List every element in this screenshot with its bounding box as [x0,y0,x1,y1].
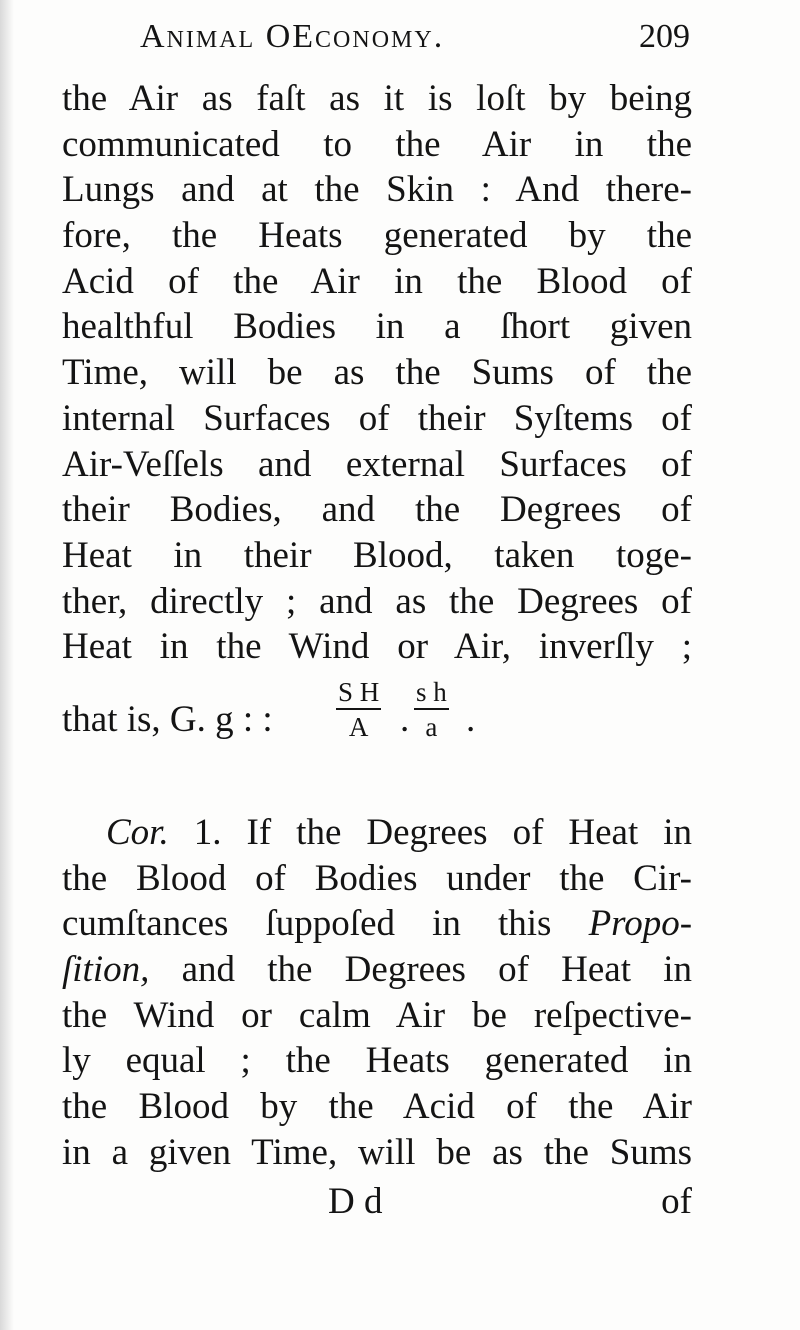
corollary-number: 1. [193,812,222,853]
corollary-label: Cor. [106,812,169,853]
text-line: in a given Time, will be as the Sums [62,1131,692,1173]
running-head [140,18,690,62]
fraction-numerator: S H [336,676,381,710]
text-line [62,947,692,993]
formula-lead: that is, G. g : : [62,699,273,740]
text-line: the Blood of Bodies under the Cir- [62,857,692,899]
formula-line [62,676,582,756]
text-line: ther, directly ; and as the Degrees of [62,580,692,622]
formula-separator: . [400,699,410,740]
signature-mark: D d [328,1181,383,1222]
fraction-denominator: A [348,712,369,742]
text-span: cumſtances ſuppoſed in this [62,903,552,945]
fraction-sh-over-a [414,676,449,744]
running-title: Animal OEconomy. [140,18,445,55]
text-span: and the Degrees of Heat in [181,949,693,991]
page-number: 209 [639,18,690,55]
italic-span: ſition, [62,949,150,991]
text-line: fore, the Heats generated by the [62,215,692,257]
fraction-SH-over-A [336,676,381,744]
fraction-numerator: s h [414,676,449,710]
text-line: the Air as faſt as it is loſt by being [62,78,692,119]
text-line: their Bodies, and the Degrees of [62,489,692,531]
catchword: of [661,1181,692,1222]
text-line: Acid of the Air in the Blood of [62,260,692,302]
italic-span: Propo- [588,903,693,945]
text-line: Time, will be as the Sums of the [62,352,692,394]
text-line [62,810,692,856]
text-line: healthful Bodies in a ſhort given [62,306,692,348]
text-line: the Blood by the Acid of the Air [62,1086,692,1128]
text-line: Heat in the Wind or Air, inverſly ; [62,626,692,668]
text-line: ly equal ; the Heats generated in [62,1040,692,1082]
paragraph-1 [62,76,692,670]
fraction-denominator: a [425,712,438,742]
text-span: If the Degrees of Heat in [246,812,693,853]
text-line: Heat in their Blood, taken toge- [62,534,692,576]
footer-line [62,1180,692,1226]
text-line: internal Surfaces of their Syſtems of [62,397,692,439]
text-line: the Wind or calm Air be reſpective- [62,994,692,1036]
text-line: communicated to the Air in the [62,123,692,165]
formula-end: . [466,699,476,740]
text-line: Air-Veſſels and external Surfaces of [62,443,692,485]
text-line: Lungs and at the Skin : And there- [62,169,692,211]
gutter-shadow [0,0,14,1330]
text-line [62,901,692,947]
paragraph-2 [62,810,692,1176]
